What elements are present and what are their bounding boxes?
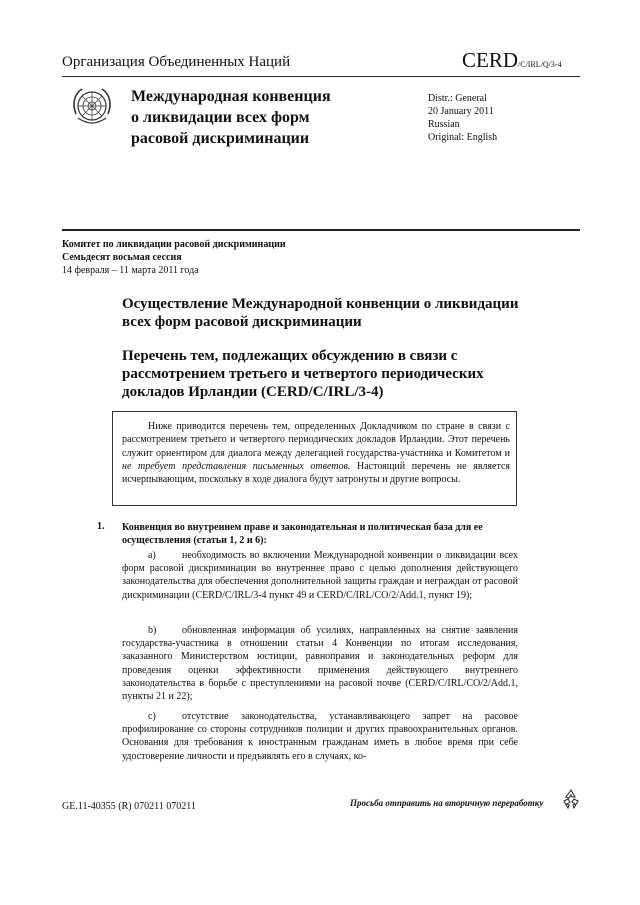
section-title: Конвенция во внутреннем праве и законодательная и политическая база для ее осуществления (статьи 1, 2 и 6): <box>122 522 483 546</box>
header-rule <box>62 76 580 77</box>
convention-title <box>131 86 391 149</box>
item-text: необходимость во включении Международной конвенции о ликвидации всех форм расовой дискриминации во внутреннее право с целью дополнения действующего законодательства для обеспечения дополнительной защиты граждан и неграждан от расовой дискриминации (CERD/C/IRL/3-4 пункт 49 и CERD/C/IRL/CO/2/Add.1, пункт 19); <box>122 550 518 601</box>
document-symbol <box>462 48 562 73</box>
note-text <box>122 420 510 486</box>
note-text-start: Ниже приводится перечень тем, определенных Докладчиком по стране в связи с рассмотрением третьего и четвертого периодических докладов Ирландии. Этот перечень служит ориентиром для диалога между делегацией государства-участника и Комитетом и <box>122 421 510 459</box>
main-heading: Осуществление Международной конвенции о ликвидации всех форм расовой дискриминации <box>122 296 519 330</box>
symbol-main: CERD <box>462 48 519 72</box>
item-label: c) <box>148 711 156 722</box>
document-job-number: GE.11-40355 (R) 070211 070211 <box>62 801 196 812</box>
distr-language: Russian <box>428 119 460 130</box>
item-text: отсутствие законодательства, устанавливающего запрет на расовое профилирование со стороны сотрудников полиции и других правоохранительных органов. Основания для требования к иностранным гражданам иметь в любое время при себе удостоверение личности и предъявлять его в случаях, ко- <box>122 711 518 762</box>
list-item <box>122 710 518 763</box>
item-label: a) <box>148 550 156 561</box>
note-text-end: Настоящий перечень не является исчерпывающим, поскольку в ходе диалога будут затронуты и другие вопросы. <box>122 460 510 486</box>
convention-title-line: расовой дискриминации <box>131 130 310 147</box>
distr-date: 20 January 2011 <box>428 106 494 117</box>
distribution-block <box>428 92 497 144</box>
convention-title-line: о ликвидации всех форм <box>131 109 310 126</box>
committee-block <box>62 238 286 277</box>
item-label: b) <box>148 625 157 636</box>
sub-heading: Перечень тем, подлежащих обсуждению в связи с рассмотрением третьего и четвертого периодических докладов Ирландии (CERD/C/IRL/3-4) <box>122 348 484 400</box>
session-dates: 14 февраля – 11 марта 2011 года <box>62 265 199 276</box>
organization-name: Организация Объединенных Наций <box>62 54 291 70</box>
item-text: обновленная информация об усилиях, направленных на снятие заявления государства-участника в отношении статьи 4 Конвенции по итогам исследования, заказанного Министерством юстиции, равноправия и законодательных реформ для проведения оценки эффективности применения действующего внутреннего законодательства в борьбе с преступлениями на расовой почве (CERD/C/IRL/CO/2/Add.1, пункты 21 и 22); <box>122 625 518 703</box>
list-item <box>122 624 518 703</box>
recycle-note: Просьба отправить на вторичную переработку <box>350 798 544 808</box>
thick-rule <box>62 229 580 231</box>
recycle-icon <box>560 788 582 810</box>
un-emblem-icon <box>68 84 116 132</box>
symbol-suffix: /C/IRL/Q/3-4 <box>518 60 562 69</box>
note-text-italic: не требует представления письменных ответов. <box>122 460 351 472</box>
section-number: 1. <box>97 521 105 532</box>
distr-original: Original: English <box>428 132 498 143</box>
committee-name: Комитет по ликвидации расовой дискриминации <box>62 239 286 250</box>
session-name: Семьдесят восьмая сессия <box>62 252 182 263</box>
convention-title-line: Международная конвенция <box>131 88 331 105</box>
distr-line: Distr.: General <box>428 93 487 104</box>
list-item <box>122 549 518 602</box>
